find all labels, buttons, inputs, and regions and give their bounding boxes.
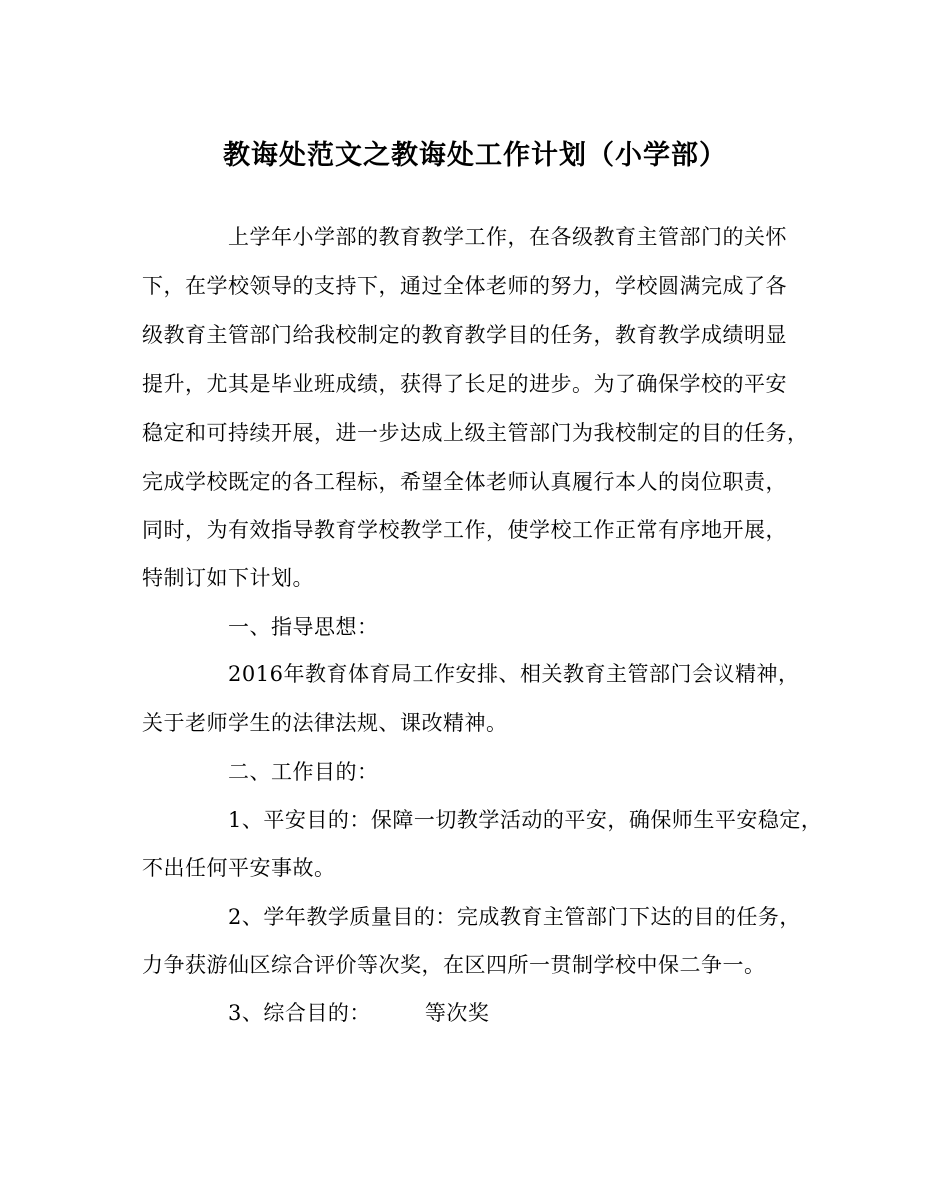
paragraph-line: 同时，为有效指导教育学校教学工作，使学校工作正常有序地开展， xyxy=(142,518,787,542)
section-heading-guiding-thought: 一、指导思想： xyxy=(228,615,379,639)
paragraph-line: 关于老师学生的法律法规、课改精神。 xyxy=(142,711,508,735)
paragraph-line: 3、综合目的： 等次奖 xyxy=(228,1001,490,1025)
paragraph-line: 下，在学校领导的支持下，通过全体老师的努力，学校圆满完成了各 xyxy=(142,274,787,298)
paragraph-line: 稳定和可持续开展，进一步达成上级主管部门为我校制定的目的任务， xyxy=(142,421,809,445)
paragraph-line: 特制订如下计划。 xyxy=(142,566,314,590)
paragraph-line: 2、学年教学质量目的：完成教育主管部门下达的目的任务， xyxy=(228,905,801,929)
document-title: 教诲处范文之教诲处工作计划（小学部） xyxy=(223,140,727,171)
paragraph-line: 1、平安目的：保障一切教学活动的平安，确保师生平安稳定， xyxy=(228,808,823,832)
paragraph-line: 级教育主管部门给我校制定的教育教学目的任务，教育教学成绩明显 xyxy=(142,323,787,347)
paragraph-line: 不出任何平安事故。 xyxy=(142,856,336,880)
paragraph-line: 提升，尤其是毕业班成绩，获得了长足的进步。为了确保学校的平安 xyxy=(142,372,787,396)
section-heading-work-goals: 二、工作目的： xyxy=(228,760,379,784)
paragraph-line: 力争获游仙区综合评价等次奖，在区四所一贯制学校中保二争一。 xyxy=(142,953,766,977)
paragraph-line: 2016年教育体育局工作安排、相关教育主管部门会议精神， xyxy=(228,662,800,686)
paragraph-line: 完成学校既定的各工程标，希望全体老师认真履行本人的岗位职责， xyxy=(142,470,787,494)
paragraph-line: 上学年小学部的教育教学工作，在各级教育主管部门的关怀 xyxy=(228,225,787,249)
